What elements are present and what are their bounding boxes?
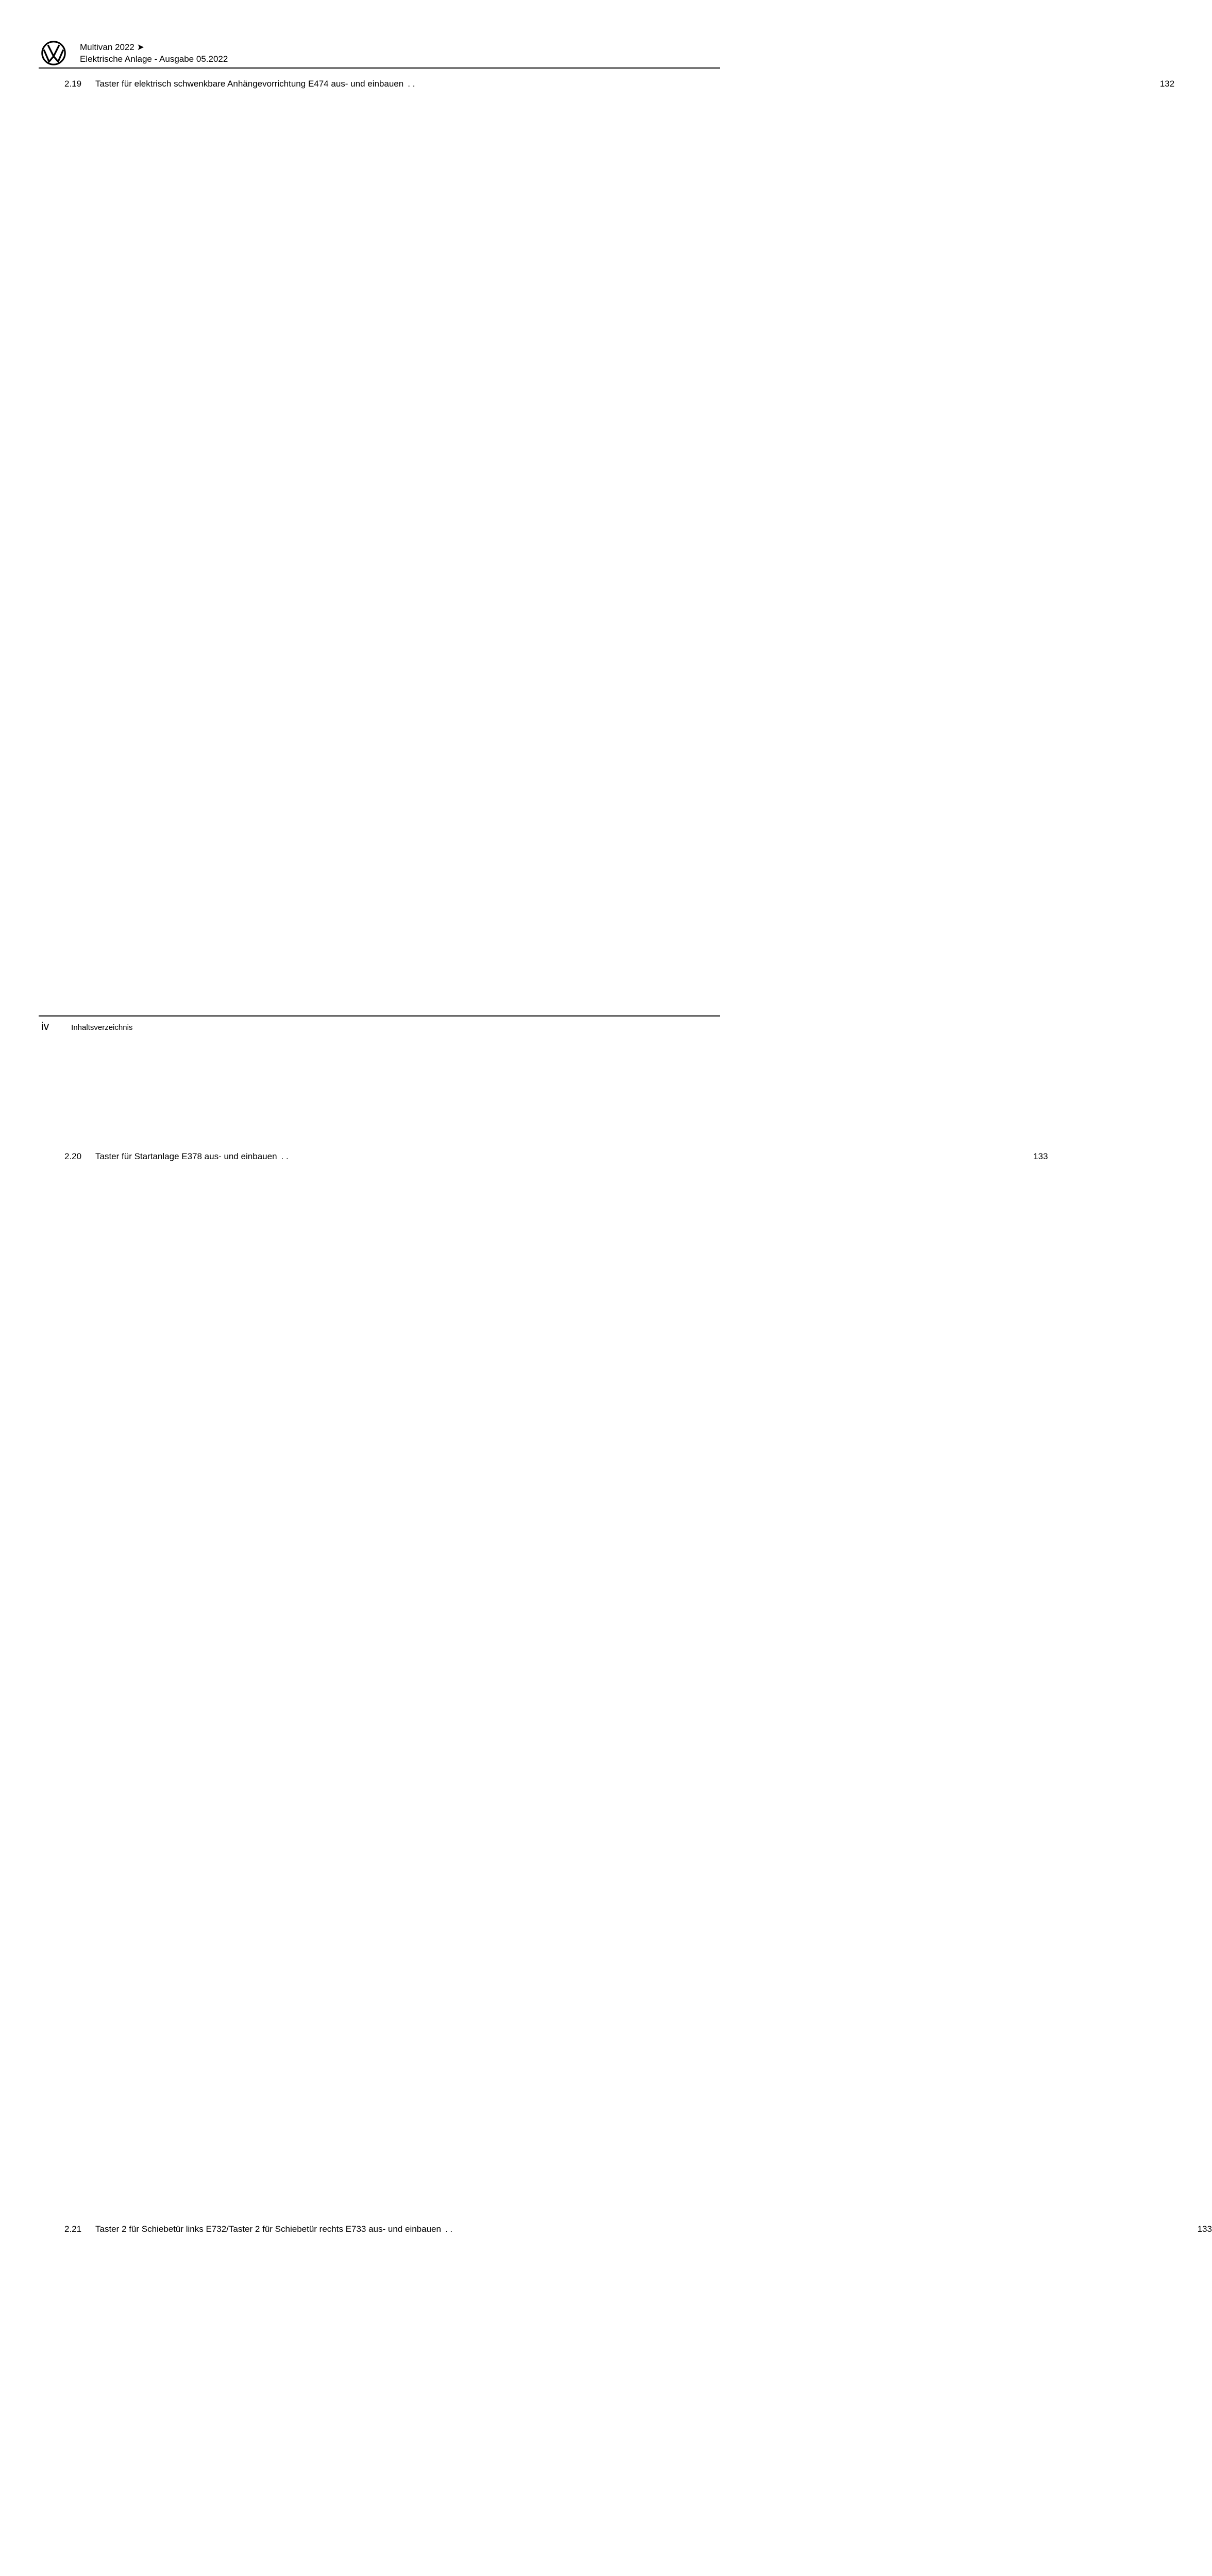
- vw-logo-icon: [41, 40, 66, 66]
- header-edition-subtitle: Elektrische Anlage - Ausgabe 05.2022: [80, 54, 228, 64]
- toc: [41, 78, 1212, 2576]
- header-model-title: Multivan 2022 ➤: [80, 42, 144, 52]
- toc-entry-number: 2.19: [64, 79, 82, 89]
- header-divider: [39, 67, 720, 69]
- toc-entry-title: Taster für elektrisch schwenkbare Anhängevorrichtung E474 aus- und einbauen: [95, 79, 404, 89]
- toc-entry-number: 2.21: [64, 2224, 82, 2234]
- toc-dot-leader: [408, 78, 412, 1150]
- vw-logo-icon: [41, 40, 66, 66]
- footer-page-number: iv: [41, 1021, 49, 1032]
- footer-section-label: Inhaltsverzeichnis: [71, 1023, 133, 1032]
- toc-dot-leader: [445, 2223, 449, 2576]
- page-header: [41, 40, 228, 66]
- toc-entry-title: Taster 2 für Schiebetür links E732/Taster 2 für Schiebetür rechts E733 aus- und einbauen: [95, 2224, 441, 2234]
- toc-entry-page: 133: [290, 1150, 1048, 2223]
- toc-entry-row[interactable]: [41, 2223, 1212, 2576]
- toc-entry-title: Taster für Startanlage E378 aus- und einbauen: [95, 1151, 277, 1161]
- toc-entry-row[interactable]: [41, 1150, 1048, 2223]
- header-text-block: [80, 41, 228, 65]
- toc-entry-row[interactable]: [41, 78, 1175, 1150]
- toc-entry-page: 133: [453, 2223, 1212, 2576]
- toc-entry-page: 132: [416, 78, 1174, 1150]
- toc-dot-leader: [281, 1150, 285, 2223]
- footer-divider: [39, 1015, 720, 1016]
- toc-entry-number: 2.20: [64, 1151, 82, 1161]
- page-footer: [41, 1021, 132, 1033]
